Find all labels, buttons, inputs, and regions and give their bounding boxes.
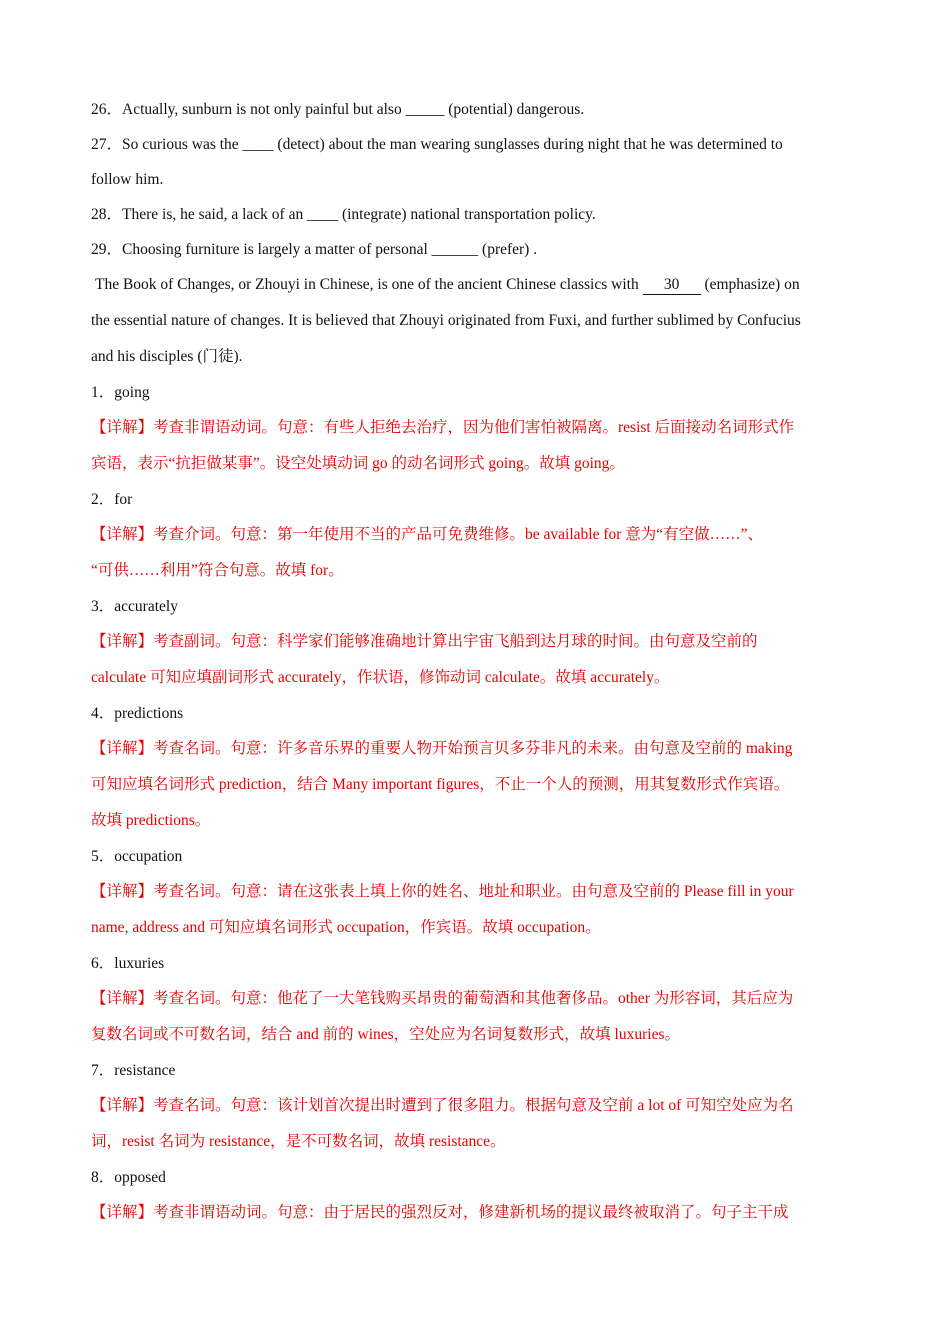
answer-explanation-line: calculate 可知应填副词形式 accurately，作状语，修饰动词 calculate。故填 accurately。 [91,669,670,686]
answer-explanation-line: 词，resist 名词为 resistance，是不可数名词，故填 resistance。 [91,1133,506,1150]
question-29: 29．Choosing furniture is largely a matter of personal ______ (prefer) . [91,241,538,258]
question-27: 27．So curious was the ____ (detect) about the man wearing sunglasses during night that he was determined to [91,136,783,153]
answer-explanation-line: 【详解】考查名词。句意：他花了一大笔钱购买昂贵的葡萄酒和其他奢侈品。other 为形容词，其后应为 [91,990,794,1007]
answer-explanation-line: 可知应填名词形式 prediction，结合 Many important figures，不止一个人的预测，用其复数形式作宾语。 [91,776,790,793]
answer-explanation-line: 故填 predictions。 [91,812,211,829]
answer-explanation-line: 【详解】考查介词。句意：第一年使用不当的产品可免费维修。be available for 意为“有空做……”、 [91,526,764,543]
passage-line-2: the essential nature of changes. It is believed that Zhouyi originated from Fuxi, and further sublimed by Confucius [91,312,801,329]
passage-line-1: The Book of Changes, or Zhouyi in Chinese, is one of the ancient Chinese classics with 30 (emphasize) on [95,276,800,293]
answer-explanation-line: “可供……利用”符合句意。故填 for。 [91,562,344,579]
answer-explanation-line: 【详解】考查副词。句意：科学家们能够准确地计算出宇宙飞船到达月球的时间。由句意及空前的 [91,633,758,650]
question-28: 28．There is, he said, a lack of an ____ (integrate) national transportation policy. [91,206,596,223]
answer-explanation-line: 复数名词或不可数名词，结合 and 前的 wines，空处应为名词复数形式，故填 luxuries。 [91,1026,680,1043]
answer-explanation-line: 宾语，表示“抗拒做某事”。设空处填动词 go 的动名词形式 going。故填 going。 [91,455,625,472]
passage-line-3: and his disciples (门徒). [91,348,243,365]
answer-heading: 5．occupation [91,848,183,865]
answer-heading: 3．accurately [91,598,178,615]
answer-heading: 2．for [91,491,133,508]
answer-explanation-line: 【详解】考查非谓语动词。句意：有些人拒绝去治疗，因为他们害怕被隔离。resist 后面接动名词形式作 [91,419,795,436]
answer-explanation-line: 【详解】考查名词。句意：请在这张表上填上你的姓名、地址和职业。由句意及空前的 Please fill in your [91,883,794,900]
answer-heading: 6．luxuries [91,955,165,972]
answer-explanation-line: name, address and 可知应填名词形式 occupation，作宾语。故填 occupation。 [91,919,601,936]
answer-explanation-line: 【详解】考查名词。句意：许多音乐界的重要人物开始预言贝多芬非凡的未来。由句意及空前的 making [91,740,793,757]
question-27-continued: follow him. [91,171,164,188]
answer-explanation-line: 【详解】考查非谓语动词。句意：由于居民的强烈反对，修建新机场的提议最终被取消了。句子主干成 [91,1204,789,1221]
answer-heading: 1．going [91,384,150,401]
blank-30: 30 [643,276,701,295]
answer-heading: 8．opposed [91,1169,166,1186]
answer-list [91,375,861,1231]
question-26: 26．Actually, sunburn is not only painful but also _____ (potential) dangerous. [91,101,585,118]
document-page [91,92,861,1231]
answer-heading: 4．predictions [91,705,184,722]
answer-heading: 7．resistance [91,1062,176,1079]
answer-explanation-line: 【详解】考查名词。句意：该计划首次提出时遭到了很多阻力。根据句意及空前 a lot of 可知空处应为名 [91,1097,794,1114]
